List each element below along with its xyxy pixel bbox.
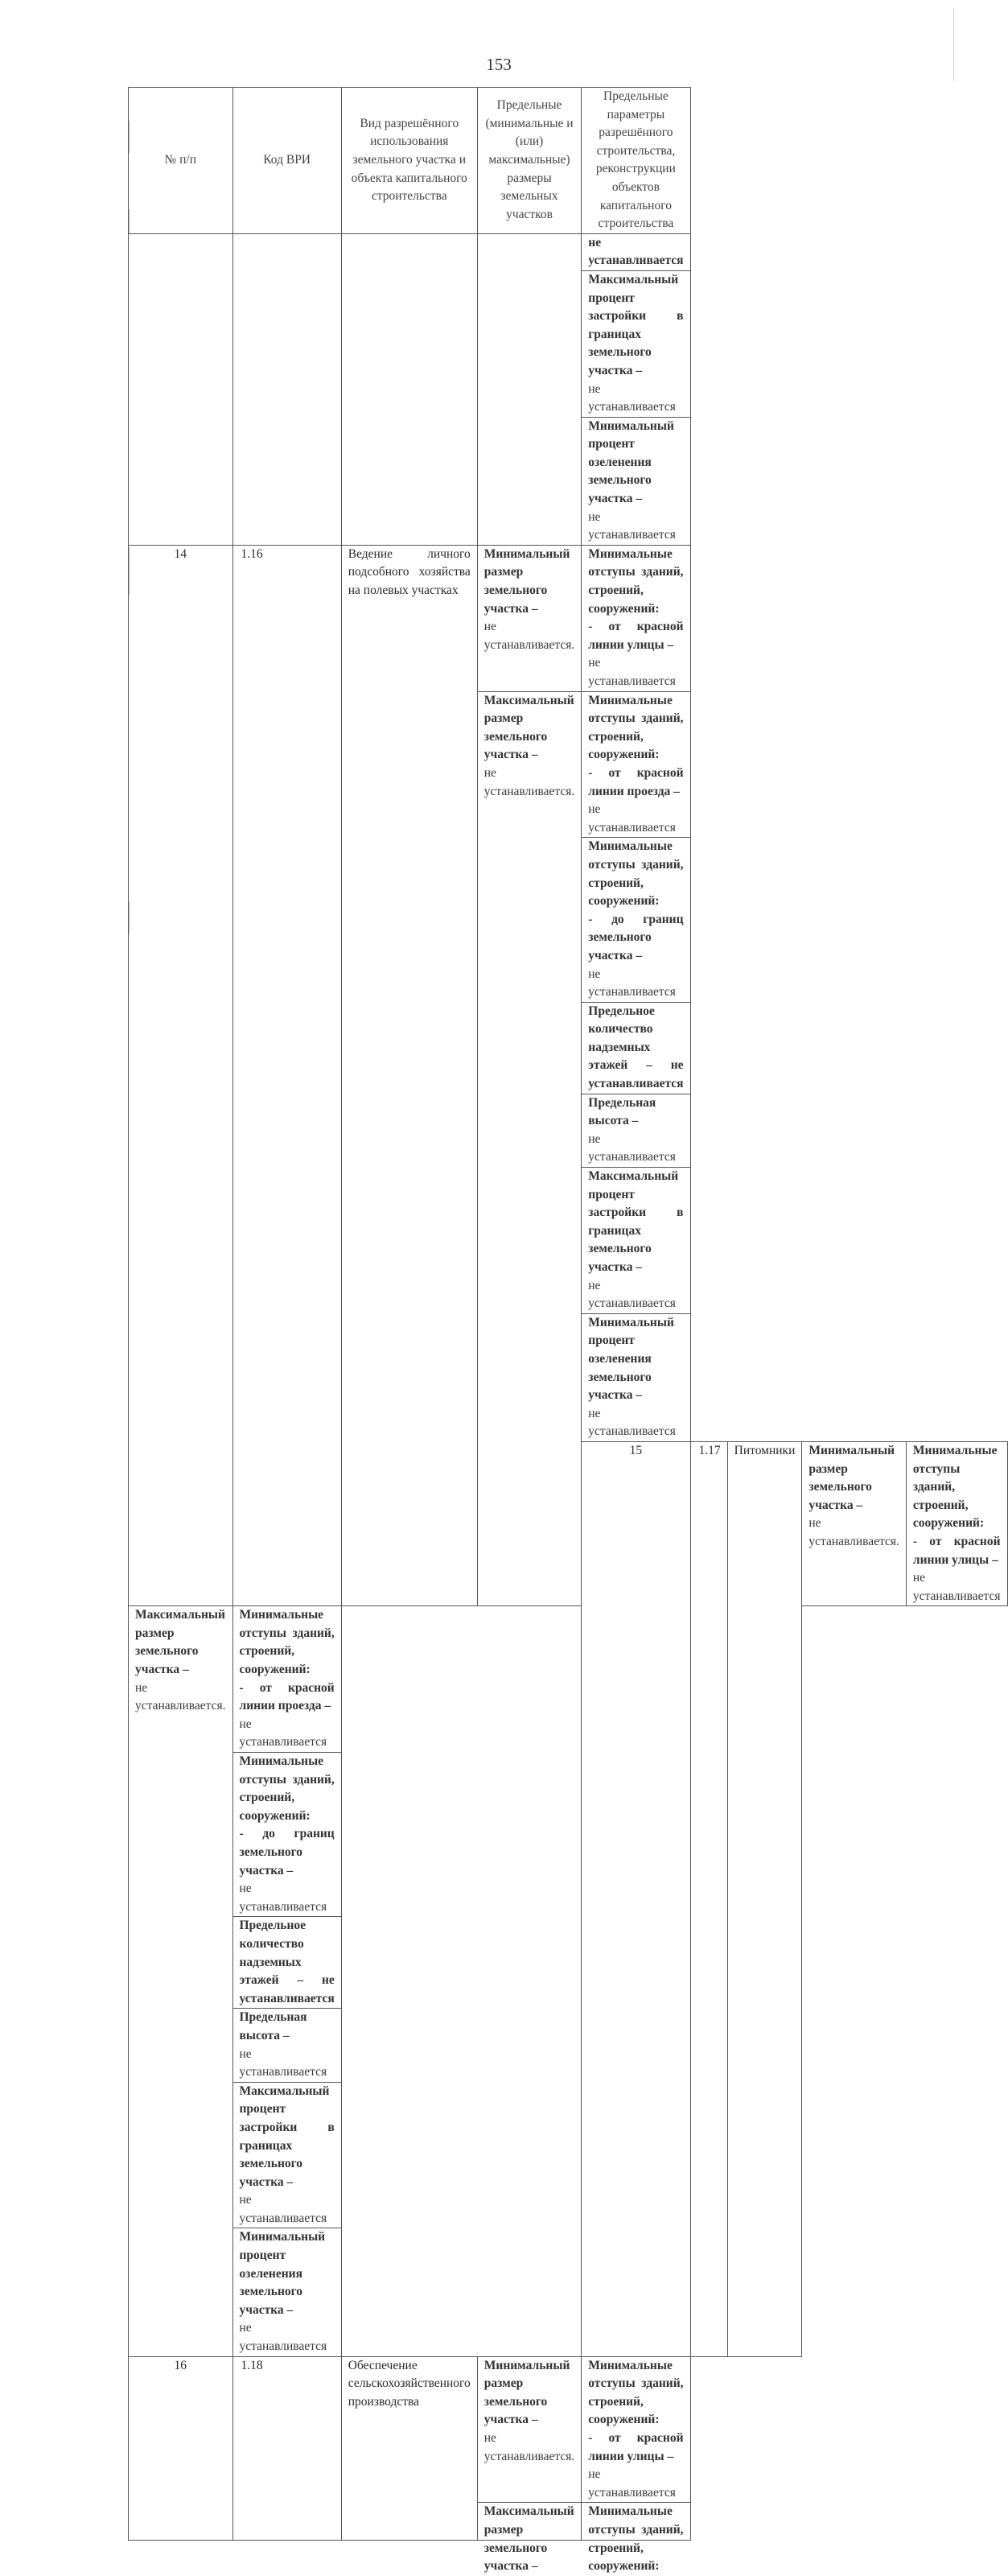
- param-sub: - до границ земельного участка –: [588, 912, 684, 962]
- param-title: Минимальные отступы зданий, строений, сооружений:: [588, 839, 684, 909]
- size-value: не устанавливается.: [483, 2431, 575, 2463]
- param-title: Минимальный процент озеленения земельного участка –: [588, 1315, 674, 1403]
- param-cell: [232, 2009, 341, 2082]
- table-row: [129, 1917, 1008, 2009]
- row-use-type: Питомники: [727, 1441, 802, 2356]
- param-sub: - от красной линии улицы –: [912, 1534, 1001, 1567]
- size-title: Максимальный размер земельного участка –: [483, 693, 574, 762]
- param-value: не устанавливается: [588, 381, 676, 414]
- size-cell: [802, 1441, 907, 1605]
- param-sub: - от красной линии проезда –: [239, 1680, 335, 1713]
- size-value: не устанавливается.: [483, 765, 575, 798]
- cell-num-cont: [129, 233, 233, 545]
- cell-use-cont: [341, 233, 477, 545]
- scan-artifact: [129, 121, 130, 153]
- param-sub: - от красной линии улицы –: [588, 2431, 684, 2463]
- header-number: № п/п: [129, 88, 233, 234]
- table-row: [129, 233, 1008, 270]
- row-use-type: Ведение личного подсобного хозяйства на полевых участках: [341, 545, 477, 1605]
- size-title: Минимальный размер земельного участка –: [483, 546, 570, 616]
- param-cell: [582, 2356, 690, 2503]
- param-title: Максимальный процент застройки в границах земельного участка –: [588, 1169, 684, 1274]
- param-cell: не устанавливается: [582, 233, 690, 270]
- param-title: Предельная высота –: [239, 2010, 307, 2042]
- param-value: не устанавливается: [239, 1882, 327, 1914]
- param-cell: [582, 838, 690, 1002]
- param-cell: [582, 417, 690, 545]
- table-row: [129, 2082, 1008, 2228]
- table-row: [129, 2228, 1008, 2356]
- param-cell: [582, 270, 690, 417]
- size-cell: [477, 2356, 582, 2503]
- table-row: [129, 545, 1008, 691]
- size-cell: [477, 2503, 582, 2574]
- param-value: не устанавливается: [588, 967, 676, 999]
- row-code: 1.18: [232, 2356, 341, 2541]
- param-value: не устанавливается: [588, 2467, 676, 2500]
- table-header-row: [129, 88, 1008, 234]
- scan-artifact: [129, 547, 130, 596]
- param-value: не устанавливается: [912, 1571, 1001, 1603]
- param-value: не устанавливается: [588, 1278, 676, 1311]
- param-cell: [582, 2503, 690, 2574]
- size-value: не устанавливается.: [135, 1680, 226, 1713]
- param-cell: [232, 2082, 341, 2228]
- param-cell: Предельное количество надземных этажей – не устанавливается: [582, 1002, 690, 1094]
- param-value: не устанавливается: [239, 2321, 327, 2354]
- param-value: не устанавливается: [588, 1406, 676, 1439]
- size-title: Минимальный размер земельного участка –: [483, 2358, 570, 2427]
- param-value: не устанавливается: [588, 656, 676, 688]
- row-code: 1.17: [690, 1441, 727, 2356]
- table-row: [129, 1606, 1008, 1753]
- param-title: Минимальные отступы зданий, строений, сооружений:: [239, 1754, 335, 1823]
- size-value: не устанавливается.: [483, 620, 575, 652]
- row-use-type: Обеспечение сельскохозяйственного производства: [341, 2356, 477, 2541]
- size-title-cut: Максимальный размер земельного участка –: [483, 2504, 574, 2574]
- param-title: Минимальный процент озеленения земельного участка –: [239, 2230, 326, 2317]
- param-title: Минимальные отступы зданий, строений, сооружений:: [588, 2358, 684, 2427]
- table-row: [129, 2356, 1008, 2503]
- param-cell: [232, 1606, 341, 1753]
- param-title: Предельная высота –: [588, 1095, 656, 1128]
- header-use-type: Вид разрешённого использования земельного участка и объекта капитального строительства: [341, 88, 477, 234]
- scan-artifact: [129, 209, 130, 233]
- param-title: Минимальные отступы зданий, строений, сооружений:: [588, 693, 684, 762]
- param-cell: [906, 1441, 1007, 1605]
- table-row: [129, 1753, 1008, 1917]
- param-title: Максимальный процент застройки в границах земельного участка –: [239, 2083, 335, 2189]
- header-code: Код ВРИ: [232, 88, 341, 234]
- param-sub: - от красной линии проезда –: [588, 765, 684, 798]
- size-title: Максимальный размер земельного участка –: [135, 1608, 225, 1677]
- size-cell: [477, 545, 582, 691]
- param-value: не устанавливается: [239, 2046, 327, 2079]
- scan-artifact: [129, 901, 130, 934]
- row-number: 14: [129, 545, 233, 1605]
- param-cell: [582, 691, 690, 838]
- table-row: [129, 2009, 1008, 2082]
- param-cell: Предельное количество надземных этажей – не устанавливается: [232, 1917, 341, 2009]
- size-title: Минимальный размер земельного участка –: [808, 1443, 895, 1512]
- size-value: не устанавливается.: [808, 1516, 899, 1548]
- cell-code-cont: [232, 233, 341, 545]
- param-cell: [232, 1753, 341, 1917]
- param-value: не устанавливается: [588, 509, 676, 542]
- param-value: не устанавливается: [239, 2193, 327, 2225]
- page-number: 153: [486, 55, 512, 74]
- param-sub: - до границ земельного участка –: [239, 1827, 335, 1877]
- param-cell: [582, 1313, 690, 1441]
- param-cell: [582, 545, 690, 691]
- row-code: 1.16: [232, 545, 341, 1605]
- header-construction-params: Предельные параметры разрешённого строительства, реконструкции объектов капитального строительства: [582, 88, 690, 234]
- size-cell: [477, 691, 582, 1606]
- header-plot-sizes: Предельные (минимальные и (или) максимальные) размеры земельных участков: [477, 88, 582, 234]
- cell-size-cont: [477, 233, 582, 545]
- param-sub: - от красной линии улицы –: [588, 620, 684, 652]
- param-title: Минимальные отступы зданий, строений, сооружений:: [588, 546, 684, 616]
- param-value: не устанавливается: [588, 802, 676, 835]
- param-value: не устанавливается: [239, 1717, 327, 1750]
- param-cell: [232, 2228, 341, 2356]
- param-cell: [582, 1094, 690, 1167]
- size-cell: [129, 1606, 233, 2356]
- param-cell: [582, 1168, 690, 1314]
- row-number: 15: [582, 1441, 690, 2356]
- param-title: Максимальный процент застройки в границах земельного участка –: [588, 272, 684, 377]
- param-title: Минимальный процент озеленения земельного участка –: [588, 418, 674, 506]
- zoning-table: [128, 87, 1008, 2574]
- row-number: 16: [129, 2356, 233, 2541]
- scan-artifact: [953, 8, 954, 80]
- param-title: Минимальные отступы зданий, строений, сооружений:: [912, 1443, 998, 1531]
- param-value: не устанавливается: [588, 1131, 676, 1164]
- param-title: Минимальные отступы зданий, строений, сооружений:: [588, 2504, 684, 2574]
- param-title: Минимальные отступы зданий, строений, сооружений:: [239, 1608, 335, 1677]
